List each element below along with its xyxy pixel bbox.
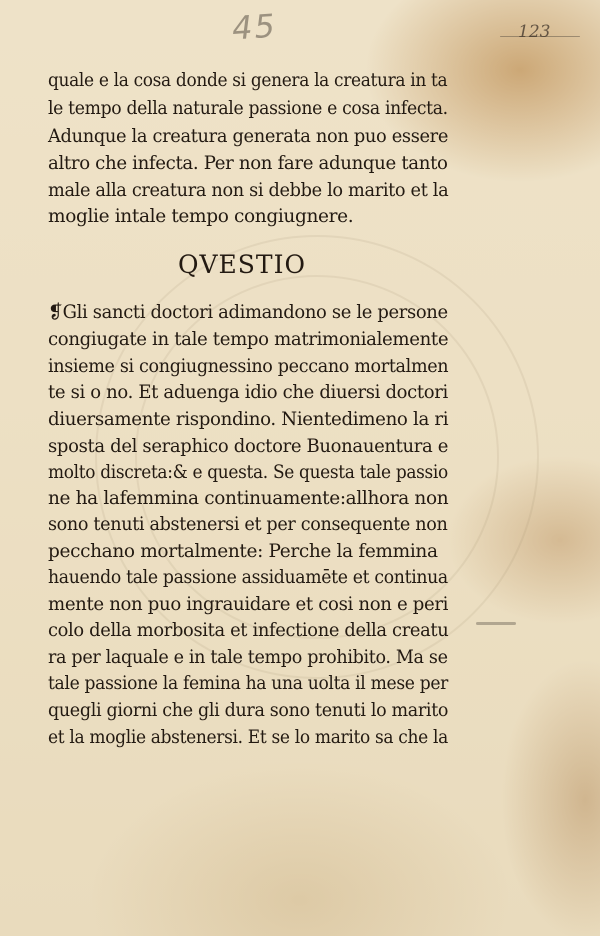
text-line: sposta del seraphico doctore Buonauentura e [48, 436, 449, 457]
text-line: quale e la cosa donde si genera la creatura in ta [48, 70, 448, 91]
text-line: tale passione la femina ha una uolta il mese per [48, 673, 449, 694]
text-line: colo della morbosita et infectione della creatu [48, 620, 449, 641]
margin-mark [476, 622, 516, 625]
folio-number: 123 [518, 22, 551, 42]
text-line: insieme si congiugnessino peccano mortalmen [48, 356, 449, 377]
text-line: Adunque la creatura generata non puo essere [48, 126, 449, 147]
text-line: moglie intale tempo congiugnere. [48, 206, 354, 227]
text-line: diuersamente rispondino. Nientedimeno la ri [48, 409, 449, 430]
text-line: altro che infecta. Per non fare adunque tanto [48, 153, 448, 174]
section-heading: QVESTIO [178, 250, 306, 279]
text-line: te si o no. Et aduenga idio che diuersi doctori [48, 382, 448, 403]
text-line: sono tenuti abstenersi et per consequente non [48, 514, 448, 535]
pencil-folio-number: 45 [230, 6, 278, 48]
text-line: et la moglie abstenersi. Et se lo marito sa che la [48, 727, 448, 748]
text-line: ne ha lafemmina continuamente:allhora non [48, 488, 449, 509]
text-line: hauendo tale passione assiduamēte et continua [48, 567, 448, 588]
text-line: mente non puo ingrauidare et cosi non e peri [48, 594, 449, 615]
text-line: congiugate in tale tempo matrimonialemente [48, 329, 449, 350]
text-line: pecchano mortalmente: Perche la femmina [48, 541, 438, 562]
text-line: quegli giorni che gli dura sono tenuti lo marito [48, 700, 449, 721]
text-line: ❡Gli sancti doctori adimandono se le persone [48, 302, 448, 323]
text-line: ra per laquale e in tale tempo prohibito. Ma se [48, 647, 448, 668]
text-line: male alla creatura non si debbe lo marito et la [48, 180, 449, 201]
text-line: molto discreta:& e questa. Se questa tale passio [48, 462, 448, 483]
text-line: le tempo della naturale passione e cosa infecta. [48, 98, 448, 119]
